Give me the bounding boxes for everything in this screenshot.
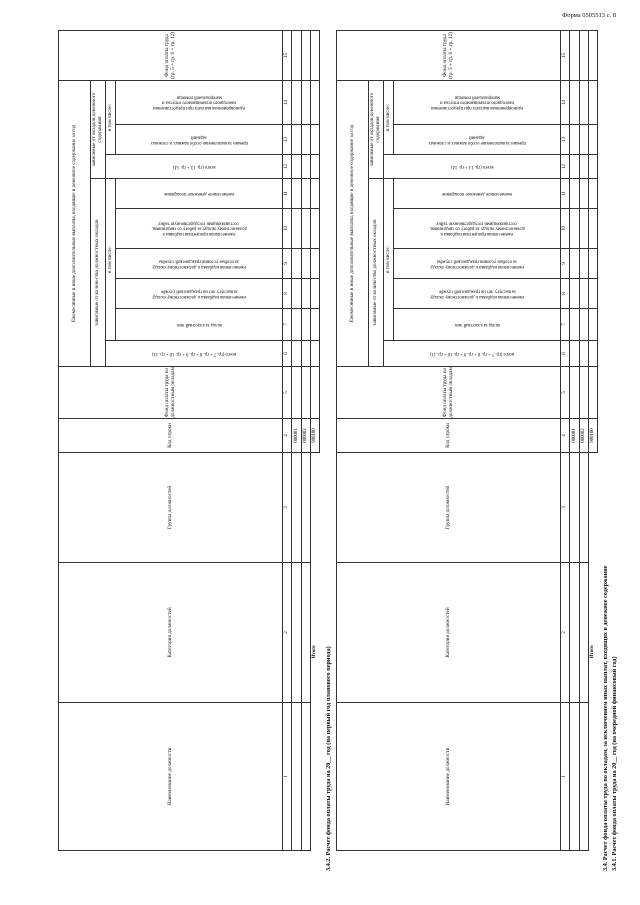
col-special-tasks: премии за выполнение особо важных и сложных заданий [394,125,561,155]
col-group: Группа должностей [337,453,561,563]
col-code: Код строки [59,419,283,453]
in-that-number-2: в том числе: [106,81,116,155]
group-extra-payments: Ежемесячные и иные дополнительные выплаты, входящие в денежное содержание за год [59,81,91,367]
col-special-conditions: ежемесячная надбавка к должностному окладу за особые условия гражданской службы [394,249,561,279]
col-vacation-payment: единовременная выплата при предоставлении ежегодного оплачиваемого отпуска и материальной помощи [394,81,561,125]
col-total-12: всего (гр. 13 + гр. 14) [106,155,283,179]
column-numbers-row: 1 2 3 4 5 6 7 8 9 10 11 12 13 14 15 [561,31,570,851]
in-that-number-2: в том числе: [384,81,394,155]
col-state-secret: ежемесячная процентная надбавка к должностному окладу за работу со сведениями, составляющими государственную тайну [116,209,283,249]
col-name: Наименование должности [337,703,561,851]
group-dep-salaries: зависимые от количества должностных окладов [369,179,384,367]
col-state-secret: ежемесячная процентная надбавка к должностному окладу за работу со сведениями, составляющими государственную тайну [394,209,561,249]
col-code: Код строки [337,419,561,453]
table-row-total: Итого 900100 [310,31,319,851]
col-class-rank: оклад за классный чин [116,309,283,341]
itogo-label: Итого [312,645,318,659]
col-group: Группа должностей [59,453,283,563]
col-category: Категория должностей [59,563,283,703]
section-title: 3.4. Расчет фонда оплаты труда по окладам, за исключением иных выплат, входящих в денежное содержание [602,565,609,871]
column-numbers-row: 1 2 3 4 5 6 7 8 9 10 11 12 13 14 15 [283,31,292,851]
col-fund-salary: Фонд оплаты труда по должностным окладам [337,367,561,419]
col-special-conditions: ежемесячная надбавка к должностному окладу за особые условия гражданской службы [116,249,283,279]
table-row: 000001 [292,31,301,851]
table-row: 000002 [579,31,588,851]
col-name: Наименование должности [59,703,283,851]
col-monthly-bonus: ежемесячное денежное поощрение [116,179,283,209]
col-total-6: всего (гр. 7 + гр. 8 + гр. 9 + гр. 10 + гр. 11) [384,341,561,367]
group-extra-payments: Ежемесячные и иные дополнительные выплаты, входящие в денежное содержание за год [337,81,369,367]
col-fund-salary: Фонд оплаты труда по должностным окладам [59,367,283,419]
in-that-number-1: в том числе: [106,179,116,341]
col-special-tasks: премии за выполнение особо важных и сложных заданий [116,125,283,155]
group-dep-salaries: зависимые от количества должностных окладов [91,179,106,367]
col-class-rank: оклад за классный чин [394,309,561,341]
col-vacation-payment: единовременная выплата при предоставлении ежегодного оплачиваемого отпуска и материальной помощи [116,81,283,125]
table-row-total: Итого 900100 [588,31,597,851]
subsection-title-2: 3.4.2. Расчет фонда оплаты труда на 20__ год (на первый год планового периода) [325,646,332,871]
col-monthly-bonus: ежемесячное денежное поощрение [394,179,561,209]
fot-table-1 [336,30,598,851]
group-dep-annual: зависимые от окладов денежного содержания [91,81,106,179]
col-fund-total: Фонд оплаты труда (гр. 5 + гр. 6 + гр. 12) [59,31,283,81]
subsection-title-1: 3.4.1. Расчет фонда оплаты труда на 20__ год (на очередной финансовый год) [611,656,618,871]
table-row: 000002 [301,31,310,851]
col-fund-total: Фонд оплаты труда (гр. 5 + гр. 6 + гр. 12) [337,31,561,81]
form-code: Форма 0505513 с. 8 [562,12,616,19]
in-that-number-1: в том числе: [384,179,394,341]
col-seniority: ежемесячная надбавка к должностному окладу за выслугу лет на гражданской службе [116,279,283,309]
table-row: 000001 [570,31,579,851]
col-total-6: всего (гр. 7 + гр. 8 + гр. 9 + гр. 10 + гр. 11) [106,341,283,367]
itogo-label: Итого [590,645,596,659]
col-category: Категория должностей [337,563,561,703]
fot-table-2 [58,30,320,851]
col-total-12: всего (гр. 13 + гр. 14) [384,155,561,179]
col-seniority: ежемесячная надбавка к должностному окладу за выслугу лет на гражданской службе [394,279,561,309]
group-dep-annual: зависимые от окладов денежного содержания [369,81,384,179]
